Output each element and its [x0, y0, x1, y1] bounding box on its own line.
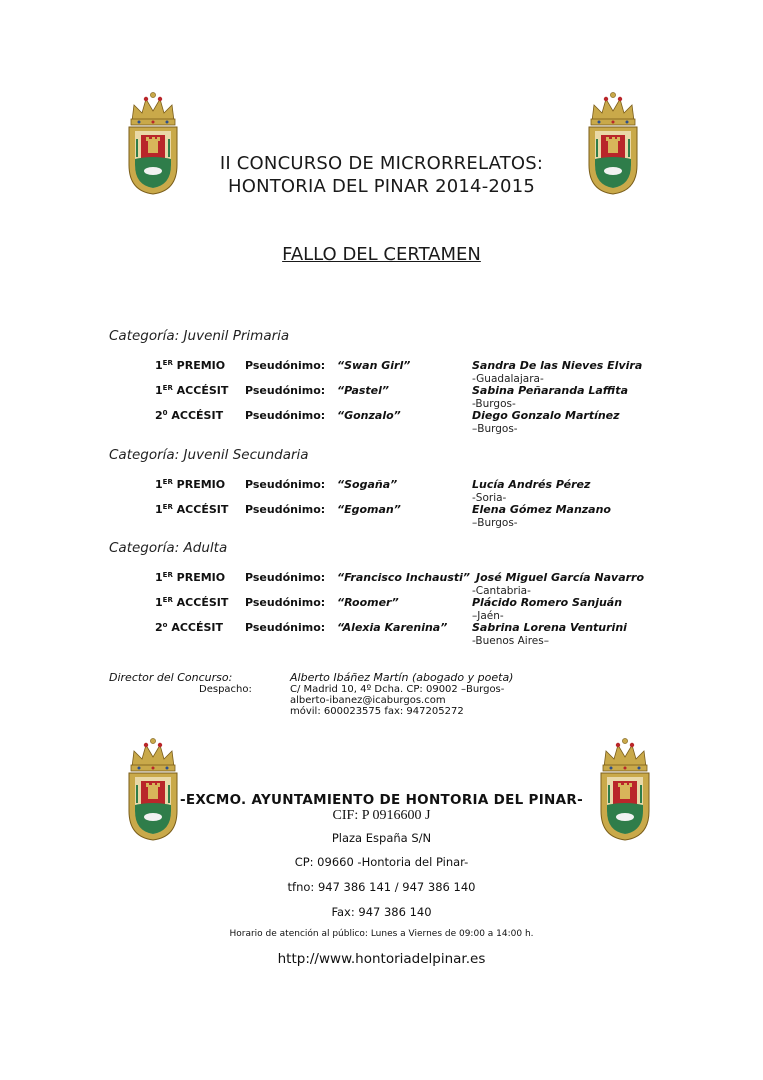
- award-rank: 1ER ACCÉSIT: [155, 503, 229, 516]
- tax-id: CIF: P 0916600 J: [332, 808, 431, 823]
- municipal-crest-icon: [124, 737, 182, 841]
- director-email: alberto-ibanez@icaburgos.com: [290, 695, 446, 706]
- award-rank: 1ER PREMIO: [155, 478, 226, 491]
- pseudonym: “Alexia Karenina”: [337, 621, 448, 634]
- contest-title-line1: II CONCURSO DE MICRORRELATOS:: [219, 153, 544, 174]
- pseudonym-label: Pseudónimo:: [245, 359, 326, 372]
- category-label: Categoría: Juvenil Primaria: [109, 328, 290, 344]
- town-hall-postcode: CP: 09660 -Hontoria del Pinar-: [294, 855, 469, 869]
- pseudonym-label: Pseudónimo:: [245, 571, 326, 584]
- award-rank: 1ER ACCÉSIT: [155, 384, 229, 397]
- director-label: Director del Concurso:: [109, 671, 233, 684]
- pseudonym: “Sogaña”: [337, 478, 398, 491]
- director-name: Alberto Ibáñez Martín (abogado y poeta): [290, 671, 514, 684]
- pseudonym: “Pastel”: [337, 384, 389, 397]
- winner-name: Plácido Romero Sanjuán: [472, 596, 623, 609]
- award-rank: 1ER ACCÉSIT: [155, 596, 229, 609]
- award-row: [0, 621, 763, 636]
- category-label: Categoría: Adulta: [109, 540, 228, 556]
- pseudonym: “Swan Girl”: [337, 359, 411, 372]
- award-row: [0, 384, 763, 399]
- winner-location: -Guadalajara-: [472, 373, 544, 385]
- winner-location: -Burgos-: [472, 398, 516, 410]
- winner-name: Sabrina Lorena Venturini: [472, 621, 627, 634]
- office-label: Despacho:: [199, 684, 252, 695]
- category-label: Categoría: Juvenil Secundaria: [109, 447, 309, 463]
- verdict-heading: FALLO DEL CERTAMEN: [282, 244, 481, 265]
- pseudonym-label: Pseudónimo:: [245, 409, 326, 422]
- award-row: [0, 596, 763, 611]
- award-rank: 1ER PREMIO: [155, 571, 226, 584]
- award-row: [0, 571, 763, 586]
- contest-title-line2: HONTORIA DEL PINAR 2014-2015: [227, 176, 536, 197]
- award-row: [0, 503, 763, 518]
- opening-hours: Horario de atención al público: Lunes a Viernes de 09:00 a 14:00 h.: [229, 929, 534, 939]
- pseudonym: “Egoman”: [337, 503, 401, 516]
- town-hall-fax: Fax: 947 386 140: [331, 905, 432, 919]
- winner-name: Sabina Peñaranda Laffita: [472, 384, 628, 397]
- winner-location: –Burgos-: [472, 517, 518, 529]
- pseudonym-label: Pseudónimo:: [245, 596, 326, 609]
- award-row: [0, 478, 763, 493]
- winner-location: –Jaén-: [472, 610, 504, 622]
- town-hall-phone: tfno: 947 386 141 / 947 386 140: [287, 880, 476, 894]
- pseudonym-label: Pseudónimo:: [245, 384, 326, 397]
- town-hall-address: Plaza España S/N: [331, 831, 432, 845]
- award-rank: 1ER PREMIO: [155, 359, 226, 372]
- winner-name: Sandra De las Nieves Elvira: [472, 359, 643, 372]
- pseudonym-label: Pseudónimo:: [245, 478, 326, 491]
- municipal-crest-icon: [596, 737, 654, 841]
- pseudonym: “Roomer”: [337, 596, 399, 609]
- director-phones: móvil: 600023575 fax: 947205272: [290, 706, 464, 717]
- winner-name: Elena Gómez Manzano: [472, 503, 611, 516]
- award-row: [0, 359, 763, 374]
- winner-name: José Miguel García Navarro: [476, 571, 645, 584]
- pseudonym: “Gonzalo”: [337, 409, 401, 422]
- pseudonym-label: Pseudónimo:: [245, 621, 326, 634]
- town-hall-name: -EXCMO. AYUNTAMIENTO DE HONTORIA DEL PINAR-: [179, 792, 583, 808]
- website-link[interactable]: http://www.hontoriadelpinar.es: [277, 951, 486, 967]
- pseudonym: “Francisco Inchausti”: [337, 571, 471, 584]
- office-address: C/ Madrid 10, 4º Dcha. CP: 09002 –Burgos-: [290, 684, 505, 695]
- winner-location: –Burgos-: [472, 423, 518, 435]
- award-rank: 2$^o$ ACCÉSIT: [155, 621, 224, 634]
- winner-location: -Buenos Aires–: [472, 635, 549, 647]
- winner-location: -Cantabria-: [472, 585, 531, 597]
- winner-location: -Soria-: [472, 492, 507, 504]
- winner-name: Lucía Andrés Pérez: [472, 478, 591, 491]
- pseudonym-label: Pseudónimo:: [245, 503, 326, 516]
- award-row: [0, 409, 763, 424]
- award-rank: $2^0$ ACCÉSIT: [155, 409, 224, 422]
- winner-name: Diego Gonzalo Martínez: [472, 409, 620, 422]
